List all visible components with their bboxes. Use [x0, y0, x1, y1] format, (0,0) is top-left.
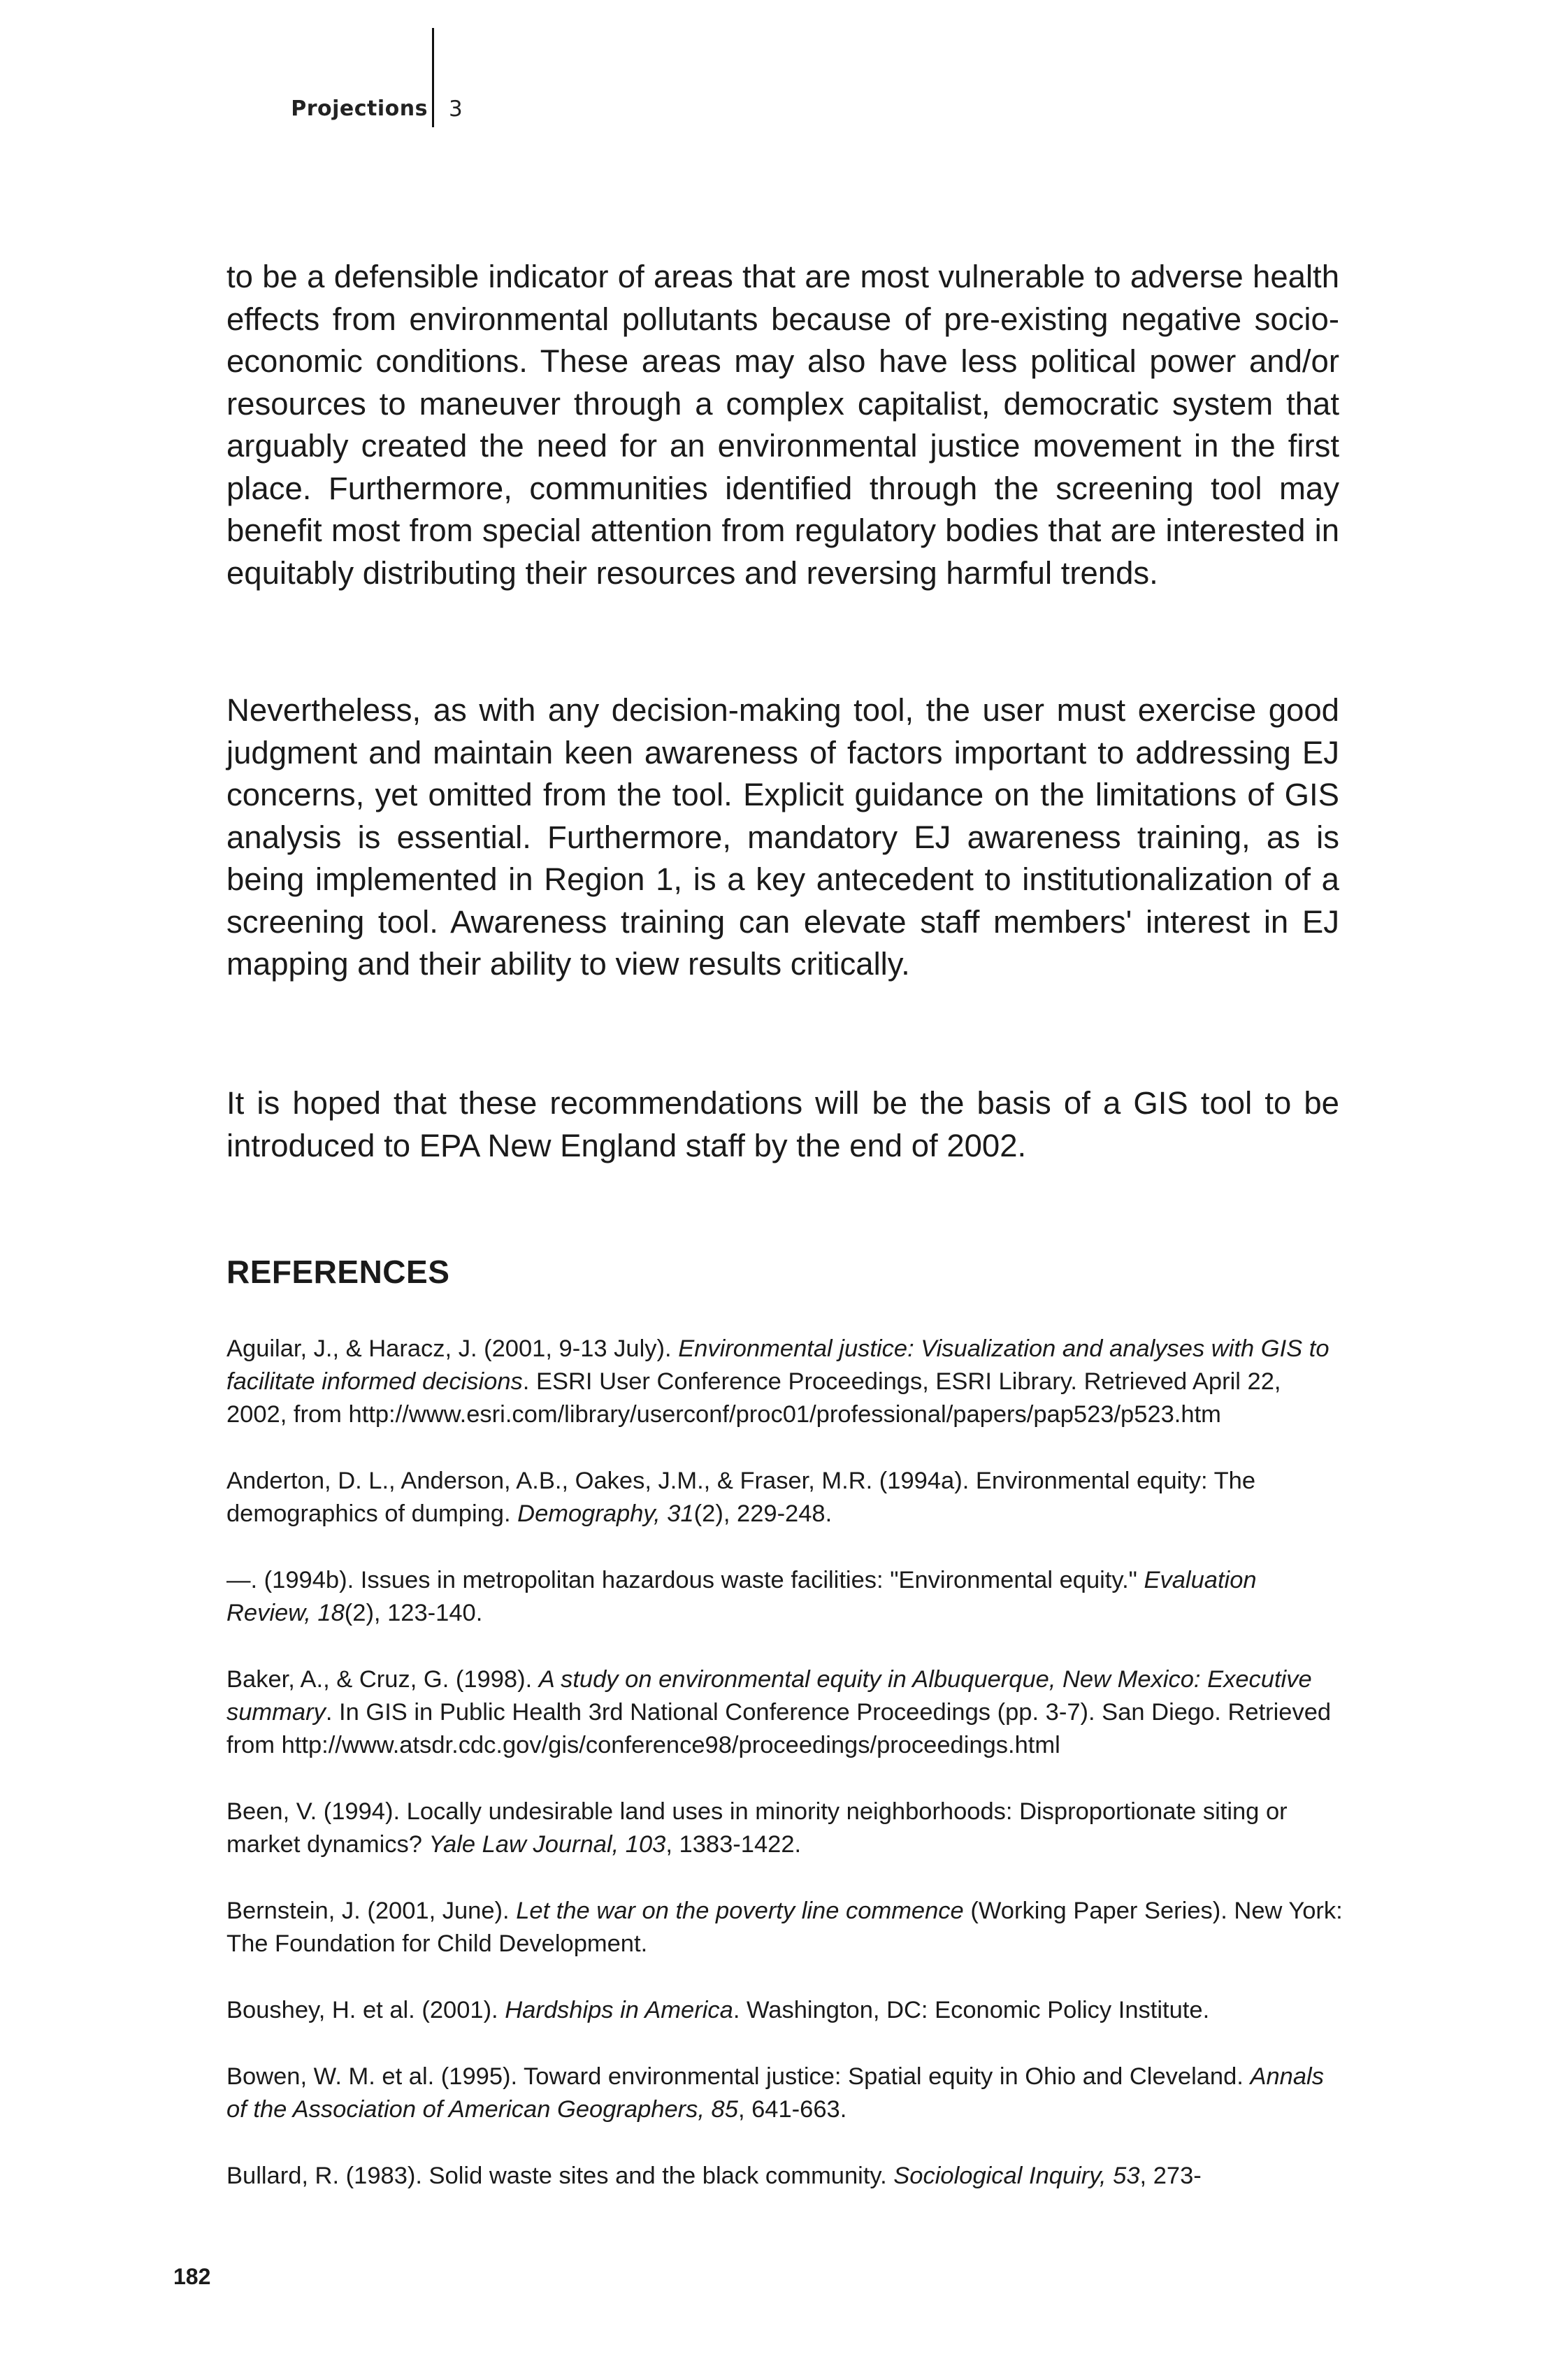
running-header: [291, 28, 573, 126]
header-divider: [432, 28, 434, 127]
reference-entry: Anderton, D. L., Anderson, A.B., Oakes, J.M., & Fraser, M.R. (1994a). Environmental equity: The demographics of dumping. Demography, 31(2), 229-248.: [226, 1468, 1256, 1527]
references-heading: REFERENCES: [226, 1254, 450, 1290]
header-chapter-number: 3: [449, 96, 463, 122]
reference-entry: Boushey, H. et al. (2001). Hardships in America. Washington, DC: Economic Policy Institute.: [226, 1997, 1210, 2023]
reference-entry: Bernstein, J. (2001, June). Let the war on the poverty line commence (Working Paper Series). New York: The Foundation for Child Development.: [226, 1898, 1343, 1957]
paragraph-text: It is hoped that these recommendations will be the basis of a GIS tool to be introduced to EPA New England staff by the end of 2002.: [226, 1085, 1339, 1163]
reference-entry: Baker, A., & Cruz, G. (1998). A study on environmental equity in Albuquerque, New Mexico: Executive summary. In GIS in Public Health 3rd National Conference Proceedings (pp. 3-7). San Diego. Retrieved from http://www.atsdr.cdc.gov/gis/conference98/proceedings/proceedings.html: [226, 1666, 1332, 1758]
reference-entry: Aguilar, J., & Haracz, J. (2001, 9-13 July). Environmental justice: Visualization and analyses with GIS to facilitate informed decisions. ESRI User Conference Proceedings, ESRI Library. Retrieved April 22, 2002, from http://www.esri.com/library/userconf/proc01/professional/papers/pap523/p523.htm: [226, 1335, 1330, 1428]
page-number: 182: [173, 2264, 211, 2289]
body-paragraph: [226, 256, 1339, 594]
reference-entry: Been, V. (1994). Locally undesirable land uses in minority neighborhoods: Disproportionate siting or market dynamics? Yale Law Journal, 103, 1383-1422.: [226, 1798, 1288, 1858]
reference-entry: Bowen, W. M. et al. (1995). Toward environmental justice: Spatial equity in Ohio and Cleveland. Annals of the Association of American Geographers, 85, 641-663.: [226, 2063, 1324, 2123]
paragraph-text: Nevertheless, as with any decision-making tool, the user must exercise good judgment and maintain keen awareness of factors important to addressing EJ concerns, yet omitted from the tool. Explicit guidance on the limitations of GIS analysis is essential. Furthermore, mandatory EJ awareness training, as is being implemented in Region 1, is a key antecedent to institutionalization of a screening tool. Awareness training can elevate staff members' interest in EJ mapping and their ability to view results critically.: [226, 692, 1339, 982]
references-list: [226, 1333, 1345, 2226]
paragraph-text: to be a defensible indicator of areas that are most vulnerable to adverse health effects from environmental pollutants because of pre-existing negative socio-economic conditions. These areas may also have less political power and/or resources to maneuver through a complex capitalist, democratic system that arguably created the need for an environmental justice movement in the first place. Furthermore, communities identified through the screening tool may benefit most from special attention from regulatory bodies that are interested in equitably distributing their resources and reversing harmful trends.: [226, 259, 1339, 591]
body-paragraph: [226, 689, 1339, 986]
reference-entry: Bullard, R. (1983). Solid waste sites and the black community. Sociological Inquiry, 53, 273-: [226, 2163, 1202, 2189]
body-paragraph: [226, 1082, 1339, 1167]
header-section-title: Projections: [291, 96, 428, 121]
reference-entry: —. (1994b). Issues in metropolitan hazardous waste facilities: "Environmental equity." Evaluation Review, 18(2), 123-140.: [226, 1567, 1257, 1626]
